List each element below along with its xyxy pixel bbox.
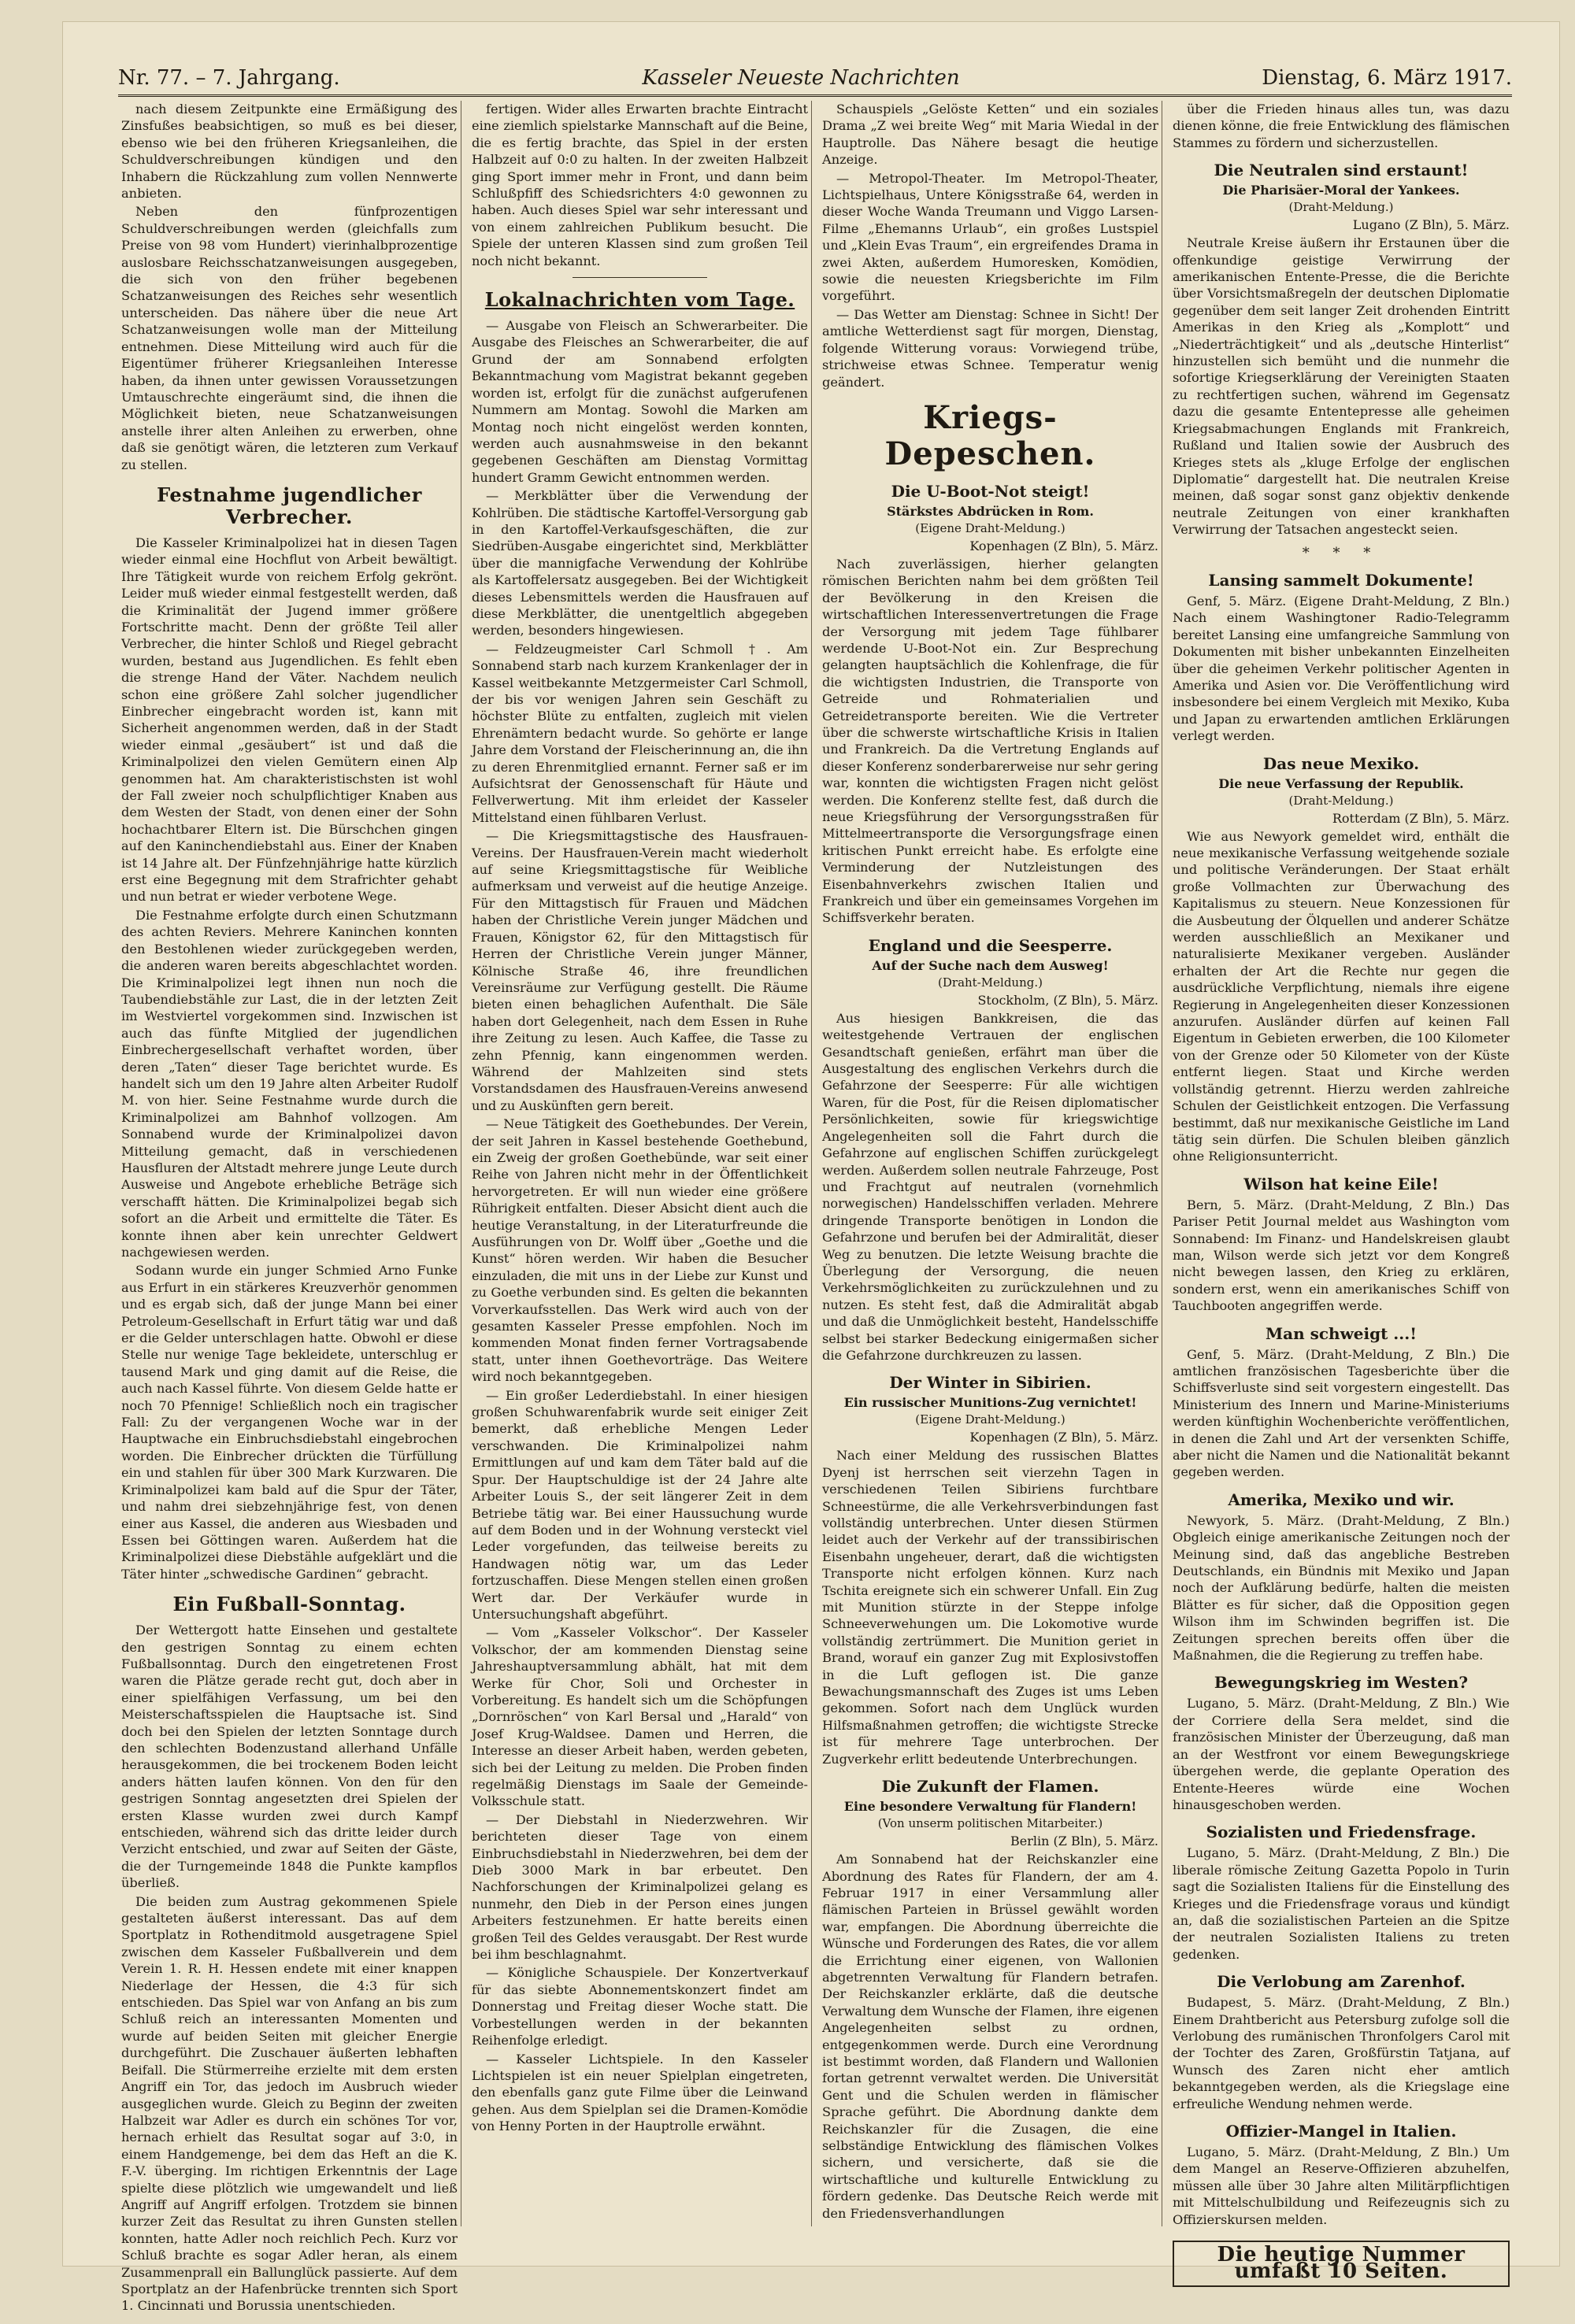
- article-paragraph: — Metropol-Theater. Im Metropol-Theater, Lichtspielhaus, Untere Königsstraße 64, werden in dieser Woche Wanda Treumann und Viggo Larsen-Filme „Ehemanns Urlaub“, ein großes Lustspiel und „Klein Evas Traum“, ein ergreifendes Drama in zwei Akten, außerdem Humoresken, Komödien, sowie die neuesten Kriegsberichte im Film vorgeführt.: [822, 170, 1158, 304]
- article-paragraph: Die Festnahme erfolgte durch einen Schutzmann des achten Reviers. Mehrere Kaninchen konnten den Bestohlenen wieder zurückgegeben werden, die anderen waren bereits abgeschlachtet worden. Die Kriminalpolizei legt ihnen nun noch die Taubendiebstähle zur Last, die in der letzten Zeit im Westviertel vorgekommen sind. Inzwischen ist auch das fünfte Mitglied der jugendlichen Einbrechergesellschaft verhaftet worden, über deren „Taten“ dieser Tage berichtet wurde. Es handelt sich um den 19 Jahre alten Arbeiter Rudolf M. von hier. Seine Festnahme wurde durch die Kriminalpolizei am Bahnhof vollzogen. Am Sonnabend wurde der Kriminalpolizei davon Mitteilung gemacht, daß in verschiedenen Hausfluren der Altstadt mehrere junge Leute durch Ausweise und Angebote erhebliche Beträge sich verschafft hätten. Die Kriminalpolizei begab sich sofort an die Arbeit und ermittelte die Täter. Es konnte ihnen aber kein unrechter Geldwert nachgewiesen werden.: [121, 907, 458, 1260]
- article-paragraph: Die Kasseler Kriminalpolizei hat in diesen Tagen wieder einmal eine Hochflut von Arbeit bewältigt. Ihre Tätigkeit wurde von reichem Erfolg gekrönt. Leider muß wieder einmal festgestellt werden, daß die Kriminalität der Jugend immer größere Fortschritte macht. Denn der größte Teil aller Verbrecher, die hinter Schloß und Riegel gebracht wurden, bestand aus Jugendlichen. Es fehlt eben die strenge Hand der Väter. Nachdem neulich schon eine größere Zahl solcher jugendlicher Einbrecher eingebracht worden ist, kann mit Sicherheit angenommen werden, daß in der Stadt wieder einmal „gesäubert“ ist und daß die Kriminalpolizei den vielen Gemütern einen Alp genommen hat. Am charakteristischsten ist wohl der Fall zweier noch schulpflichtiger Knaben aus dem Westen der Stadt, von denen einer der Sohn hochachtbarer Eltern ist. Die Bürschchen gingen auf den Kaninchendiebstahl aus. Einer der Knaben ist 14 Jahre alt. Der Fünfzehnjährige hatte kürzlich erst eine Begegnung mit dem Strafrichter gehabt und nun betrat er wieder verbotene Wege.: [121, 535, 458, 905]
- columns: [118, 101, 1516, 2314]
- headline-seesperre: England und die Seesperre.: [868, 935, 1113, 955]
- newspaper-title: Kasseler Neueste Nachrichten: [642, 66, 960, 90]
- article-paragraph: Lugano, 5. März. (Draht-Meldung, Z Bln.) Wie der Corriere della Sera meldet, sind die französischen Minister der Überzeugung, daß man an der Westfront vor einem Bewegungskriege übergehen werde, die geplante Operation des Entente-Heeres würde eine Wochen hinausgeschoben werden.: [1173, 1696, 1510, 1812]
- article-paragraph: über die Frieden hinaus alles tun, was dazu dienen könne, die freie Entwicklung des flämischen Stammes zu fördern und sicherzustellen.: [1173, 102, 1510, 150]
- headline-amerika-mexiko: Amerika, Mexiko und wir.: [1228, 1490, 1455, 1509]
- column-2: [469, 101, 812, 2226]
- agency-note: (Von unserm politischen Mitarbeiter.): [877, 1816, 1103, 1831]
- article-paragraph: Newyork, 5. März. (Draht-Meldung, Z Bln.) Obgleich einige amerikanische Zeitungen noch der Meinung sind, daß das angebliche Bestreben Deutschlands, ein Bündnis mit Mexiko und Japan noch der Aufklärung bedürfe, halten die meisten Blätter es für sicher, daß die Opposition gegen Wilson ihm im Schwinden begriffen ist. Die Zeitungen sprechen bereits offen über die Maßnahmen, die die Regierung zu treffen habe.: [1173, 1512, 1510, 1663]
- headline-festnahme: Festnahme jugendlicher Verbrecher.: [157, 483, 422, 528]
- subheadline: Ein russischer Munitions-Zug vernichtet!: [843, 1395, 1137, 1411]
- article-paragraph: fertigen. Wider alles Erwarten brachte Eintracht eine ziemlich spielstarke Mannschaft auf die Beine, die es fertig brachte, das Spiel in der ersten Halbzeit auf 0:0 zu halten. In der zweiten Halbzeit ging Sport immer mehr in Front, und dann beim Schlußpfiff des Schiedsrichters 4:0 gewonnen zu haben. Auch dieses Spiel war sehr interessant und von einem zahlreichen Publikum besucht. Die Spiele der unteren Klassen sind zum großen Teil noch nicht bekannt.: [472, 102, 808, 268]
- headline-neue-mexiko: Das neue Mexiko.: [1262, 753, 1420, 773]
- column-3: [819, 101, 1162, 2226]
- article-paragraph: — Das Wetter am Dienstag: Schnee in Sicht! Der amtliche Wetterdienst sagt für morgen, Dienstag, folgende Witterung voraus: Vorwiegend trübe, strichweise etwas Schnee. Temperatur wenig geändert.: [822, 306, 1158, 390]
- subheadline: Die Pharisäer-Moral der Yankees.: [1222, 183, 1460, 198]
- headline-offizier-mangel: Offizier-Mangel in Italien.: [1225, 2122, 1457, 2141]
- headline-sozialisten: Sozialisten und Friedensfrage.: [1206, 1823, 1477, 1842]
- subheadline: Auf der Suche nach dem Ausweg!: [872, 957, 1109, 973]
- dateline: Rotterdam (Z Bln), 5. März.: [1332, 810, 1510, 826]
- article-paragraph: — Königliche Schauspiele. Der Konzertverkauf für das siebte Abonnementskonzert findet am Donnerstag und Freitag dieser Woche statt. Die Vorbestellungen werden in der bekannten Reihenfolge erledigt.: [472, 1965, 808, 2048]
- article-paragraph: Der Wettergott hatte Einsehen und gestaltete den gestrigen Sonntag zu einem echten Fußballsonntag. Durch den eingetretenen Frost waren die Plätze gerade recht gut, doch aber in einer spielfähigen Verfassung, um bei den Meisterschaftsspielen die Hauptsache ist. Sind doch bei den Spielen der letzten Sonntage durch den schlechten Bodenzustand allerhand Unfälle herausgekommen, die bei trockenem Boden leicht anders hätten laufen können. Von den für den gestrigen Sonntag angesetzten drei Spielen der ersten Klasse wurden zwei durch Kampf entschieden, während sich das dritte leider durch Verzicht entschied, und zwar auf Seiten der Gäste, die der Turngemeinde 1848 die Punkte kampflos überließ.: [121, 1623, 458, 1891]
- article-paragraph: nach diesem Zeitpunkte eine Ermäßigung des Zinsfußes beabsichtigen, so muß es bei dieser, ebenso wie bei den früheren Kriegsanleihen, die Schuldverschreibungen kündigen und den Inhabern die Rückzahlung zum vollen Nennwerte anbieten.: [121, 102, 458, 202]
- headline-lokalnachrichten: Lokalnachrichten vom Tage.: [484, 288, 795, 312]
- article-paragraph: Lugano, 5. März. (Draht-Meldung, Z Bln.) Die liberale römische Zeitung Gazetta Popolo in Turin sagt die Sozialisten Italiens für die Einstellung des Krieges und die Friedensfrage voraus und kündigt an, daß die sozialistischen Parteien an die Spitze der neutralen Sozialisten Italiens zu treten gedenken.: [1173, 1845, 1510, 1962]
- agency-note: (Draht-Meldung.): [1288, 793, 1394, 808]
- dateline: Stockholm, (Z Bln), 5. März.: [977, 992, 1158, 1008]
- section-title-kriegs-depeschen: Kriegs-Depeschen.: [884, 398, 1096, 472]
- article-paragraph: Genf, 5. März. (Eigene Draht-Meldung, Z Bln.) Nach einem Washingtoner Radio-Telegramm bereitet Lansing eine umfangreiche Sammlung von Dokumenten mit bisher unbekannten Einzelheiten über die geheimen Verkehr politischer Agenten in Amerika und Asien vor. Die Veröffentlichung wird insbesondere bei einem Vergleich mit Mexiko, Kuba und Japan zu erwartenden amtlichen Erklärungen verlegt werden.: [1173, 593, 1510, 744]
- subheadline: Stärkstes Abdrücken in Rom.: [887, 503, 1094, 519]
- article-paragraph: — Der Diebstahl in Niederzwehren. Wir berichteten dieser Tage von einem Einbruchsdiebstahl in Niederzwehren, bei dem der Dieb 3000 Mark in bar erbeutet. Den Nachforschungen der Kriminalpolizei gelang es nunmehr, den Dieb in der Person eines jungen Arbeiters festzunehmen. Er hatte bereits einen großen Teil des Geldes verausgabt. Der Rest wurde bei ihm beschlagnahmt.: [472, 1811, 808, 1963]
- dateline: Kopenhagen (Z Bln), 5. März.: [969, 1430, 1158, 1445]
- agency-note: (Draht-Meldung.): [1288, 200, 1394, 215]
- article-paragraph: — Ausgabe von Fleisch an Schwerarbeiter. Die Ausgabe des Fleisches an Schwerarbeiter, die auf Grund der am Sonnabend erfolgten Bekanntmachung vom Magistrat bekannt gegeben worden ist, erfolgt für die zunächst aufgerufenen Nummern am Montag. Sowohl die Marken am Montag noch nicht eingelöst werden konnten, werden auch ausnahmsweise in den bekannt gegebenen Geschäften am Dienstag Vormittag hundert Gramm Gewicht entnommen werden.: [472, 318, 808, 485]
- article-paragraph: — Kasseler Lichtspiele. In den Kasseler Lichtspielen ist ein neuer Spielplan eingetreten, den ebenfalls ganz gute Filme über die Leinwand gehen. Aus dem Spielplan sei die Dramen-Komödie von Henny Porten in der Hauptrolle erwähnt.: [472, 2051, 808, 2134]
- article-paragraph: Schauspiels „Gelöste Ketten“ und ein soziales Drama „Z wei breite Weg“ mit Maria Wiedal in der Hauptrolle. Das Nähere besagt die heutige Anzeige.: [822, 102, 1158, 168]
- headline-lansing: Lansing sammelt Dokumente!: [1208, 570, 1474, 590]
- headline-verlobung-zarenhof: Die Verlobung am Zarenhof.: [1217, 1972, 1466, 1992]
- article-paragraph: Neben den fünfprozentigen Schuldverschreibungen werden (gleichfalls zum Preise von 98 vom Hundert) vierinhalbprozentige auslosbare Reichsschatzanweisungen ausgegeben, die sich von den früher begebenen Schatzanweisungen des Reiches sehr wesentlich unterscheiden. Das nähere über die neue Art Schatzanweisungen wolle man der Mitteilung entnehmen. Diese Mitteilung wird auch für die Eigentümer früherer Kriegsanleihen Interesse haben, da ihnen unter gewissen Voraussetzungen Umtauschrechte eingeräumt sind, die ihnen die Möglichkeit bieten, neue Schatzanweisungen anstelle ihrer alten Anleihen zu erwerben, ohne daß sie genötigt wären, die letzteren zum Verkauf zu stellen.: [121, 204, 458, 472]
- headline-bewegungskrieg: Bewegungskrieg im Westen?: [1214, 1673, 1469, 1693]
- headline-winter-sibirien: Der Winter in Sibirien.: [889, 1373, 1091, 1393]
- column-1: [118, 101, 461, 2314]
- headline-neutralen-erstaunt: Die Neutralen sind erstaunt!: [1214, 161, 1469, 180]
- article-paragraph: Genf, 5. März. (Draht-Meldung, Z Bln.) Die amtlichen französischen Tagesberichte über die Schiffsverluste sind seit vorgestern eingestellt. Das Ministerium des Innern und Marine-Ministeriums werden künftighin Wochenberichte veröffentlichen, in denen die Zahl und Art der versenkten Schiffe, aber nicht die Namen und die Nationalität bekannt gegeben werden.: [1173, 1346, 1510, 1480]
- article-paragraph: — Neue Tätigkeit des Goethebundes. Der Verein, der seit Jahren in Kassel bestehende Goethebund, ein Zweig der großen Goethebünde, war seit einer Reihe von Jahren nicht mehr in der Öffentlichkeit hervorgetreten. Er will nun wieder eine größere Rührigkeit entfalten. Dieser Absicht dient auch die heutige Veranstaltung, in der Literaturfreunde die Ausführungen von Dr. Wolff über „Goethe und die Kunst“ hören werden. Wir haben die Besucher einzuladen, die mit uns in der Liebe zur Kunst und zu Goethe verbunden sind. Es gelten die bekannten Vorverkaufsstellen. Das Werk wird auch von der gesamten Kasseler Presse empfohlen. Noch im kommenden Monat finden ferner Vortragsabende statt, unter ihnen Goethevorträge. Das Weitere wird noch bekanntgegeben.: [472, 1116, 808, 1385]
- star-divider: * * *: [1302, 544, 1380, 561]
- article-paragraph: Neutrale Kreise äußern ihr Erstaunen über die offenkundige geistige Verwirrung der amerikanischen Entente-Presse, die die Berichte über Vorsichtsmaßregeln der deutschen Diplomatie gegenüber dem seit langer Zeit drohenden Eintritt Amerikas in den Krieg als „Komplott“ und „Niederträchtigkeit“ und als „deutsche Hinterlist“ hinzustellen sich bemüht und die nunmehr die sofortige Kriegserklärung der Vereinigten Staaten zu rechtfertigen suchen, während im Gegensatz dazu die gesamte Ententepresse alle geheimen Kriegsabmachungen Englands mit Frankreich, Rußland und Italien sowie der Ausbruch des Krieges stets als „kluge Erfolge der englischen Diplomatie“ dargestellt hat. Die neutralen Kreise meinen, daß sogar sonst ganz objektiv denkende neutrale Zeitungen von einer krankhaften Verwirrung der Tatsachen angesteckt seien.: [1173, 235, 1510, 538]
- column-4: [1169, 101, 1513, 2284]
- headline-wilson: Wilson hat keine Eile!: [1243, 1174, 1439, 1193]
- masthead: [118, 46, 1512, 97]
- headline-zukunft-flamen: Die Zukunft der Flamen.: [881, 1777, 1099, 1797]
- dateline: Lugano (Z Bln), 5. März.: [1352, 217, 1510, 233]
- article-paragraph: Am Sonnabend hat der Reichskanzler eine Abordnung des Rates für Flandern, der am 4. Februar 1917 in einer Versammlung aller flämischen Parteien in Brüssel gewählt worden war, empfangen. Die Abordnung überreichte die Wünsche und Forderungen des Rates, die vor allem die Errichtung einer eigenen, von Wallonien abgetrennten Verwaltung für Flandern betrafen. Der Reichskanzler erklärte, daß die deutsche Verwaltung dem Wunsche der Flamen, ihre eigenen Angelegenheiten selbst zu ordnen, entgegenkommen werde. Durch eine Verordnung ist bestimmt worden, daß Flandern und Wallonien fortan getrennt verwaltet werden. Die Universität Gent und die Schulen werden in flämischer Sprache geführt. Die Abordnung dankte dem Reichskanzler für die Zusagen, die eine selbständige Entwicklung des flämischen Volkes sichern, und versicherte, daß sie die wirtschaftliche und kulturelle Entwicklung zu fördern gedenke. Das Deutsche Reich werde mit den Friedensverhandlungen: [822, 1852, 1158, 2221]
- agency-note: (Draht-Meldung.): [938, 975, 1043, 990]
- divider-rule: [573, 277, 707, 278]
- article-paragraph: Nach zuverlässigen, hierher gelangten römischen Berichten nahm bei dem größten Teil der Bevölkerung in den Kreisen die wirtschaftlichen Interessenvertretungen die Frage der Versorgung mit jedem Tage fühlbarer werdende U-Boot-Not ein. Zur Besprechung gelangten hauptsächlich die Kohlenfrage, die für die wichtigsten Industrien, die Transporte von Getreide und Rohmaterialien und Getreidetransporte bereiten. Wie die Vertreter über die schwerste wirtschaftliche Krisis in Italien und Frankreich. Da die Vertretung Englands auf dieser Konferenz sonderbarerweise nur sehr gering war, konnten die wichtigsten Fragen nicht gelöst werden. Die Konferenz stellte fest, daß durch die neue Kriegsführung der Versorgungsstraßen für Mittelmeertransporte die Versorgungsfrage einen kritischen Punkt erreicht habe. Es erfolgte eine Verminderung der Nutzleistungen des Eisenbahnverkehrs zwischen Italien und Frankreich und über ein gemeinsames Vorgehen im Schiffsverkehr beraten.: [822, 556, 1158, 926]
- article-paragraph: Sodann wurde ein junger Schmied Arno Funke aus Erfurt in ein stärkeres Kreuzverhör genommen und es ergab sich, daß der junge Mann bei einer Petroleum-Gesellschaft in Erfurt tätig war und daß er die Gelder unterschlagen hatte. Obwohl er diese Stelle nur wenige Tage bekleidete, unterschlug er tausend Mark und ging damit auf die Reise, die auch nach Kassel führte. Von diesem Gelde hatte er noch 70 Pfennige! Schließlich noch ein tragischer Fall: Zu der vergangenen Woche war in der Hauptwache ein Einbruchsdiebstahl eingebrochen worden. Die Einbrecher drückten die Türfüllung ein und stahlen für über 300 Mark Kurzwaren. Die Kriminalpolizei kam bald auf die Spur der Täter, und nahm drei siebzehnjährige fest, von denen einer aus Kassel, die anderen aus Wiesbaden und Essen bei Göttingen waren. Außerdem hat die Kriminalpolizei diese Diebstähle aufgeklärt und die Täter hinter „schwedische Gardinen“ gebracht.: [121, 1263, 458, 1582]
- subheadline: Eine besondere Verwaltung für Flandern!: [843, 1799, 1137, 1815]
- headline-man-schweigt: Man schweigt ...!: [1266, 1323, 1417, 1343]
- article-paragraph: Die beiden zum Austrag gekommenen Spiele gestalteten äußerst interessant. Das auf dem Sportplatz in Rothenditmold ausgetragene Spiel zwischen dem Kasseler Fußballverein und dem Verein 1. R. H. Hessen endete mit einer knappen Niederlage der Hessen, die 4:3 für sich entschieden. Das Spiel war von Anfang an bis zum Schluß reich an interessanten Momenten und wurde auf beiden Seiten mit gleicher Energie durchgeführt. Die Zuschauer äußerten lebhaften Beifall. Die Stürmerreihe erzielte mit dem ersten Angriff ein Tor, das jedoch im Ausbruch wieder ausgeglichen wurde. Gleich zu Beginn der zweiten Halbzeit war Adler es durch ein schönes Tor vor, hernach erhielt das Resultat sogar auf 3:0, in einem Handgemenge, bei dem das Heft an die K. F.-V. überging. Im richtigen Erkenntnis der Lage spielte diese plötzlich wie umgewandelt und ließ Angriff auf Angriff erfolgen. Trotzdem sie binnen kurzer Zeit das Resultat zu ihren Gunsten stellen konnten, hatte Adler noch reichlich Pech. Kurz vor Schluß brachte es sogar Adler heran, als einem Zusammenprall ein Ballunglück passierte. Auf dem Sportplatz an der Hafenbrücke trennten sich Sport 1. Cincinnati und Borussia unentschieden.: [121, 1893, 458, 2314]
- article-paragraph: — Vom „Kasseler Volkschor“. Der Kasseler Volkschor, der am kommenden Dienstag seine Jahreshauptversammlung abhält, hat mit dem Werke für Chor, Soli und Orchester in Vorbereitung. Es handelt sich um die Schöpfungen „Dornröschen“ von Karl Bersal und „Harald“ von Josef Krug-Waldsee. Damen und Herren, die Interesse an dieser Arbeit haben, werden gebeten, sich bei der Leitung zu melden. Die Proben finden regelmäßig Dienstags im Saale der Gemeinde-Volksschule statt.: [472, 1625, 808, 1809]
- dateline: Berlin (Z Bln), 5. März.: [1010, 1834, 1158, 1849]
- issue-number: Nr. 77. – 7. Jahrgang.: [118, 66, 340, 90]
- article-paragraph: Lugano, 5. März. (Draht-Meldung, Z Bln.) Um dem Mangel an Reserve-Offizieren abzuhelfen, müssen alle über 30 Jahre alten Militärpflichtigen mit Mittelschulbildung und Reifezeugnis sich zu Offizierskursen melden.: [1173, 2145, 1510, 2227]
- article-paragraph: Budapest, 5. März. (Draht-Meldung, Z Bln.) Einem Drahtbericht aus Petersburg zufolge soll die Verlobung des rumänischen Thronfolgers Carol mit der Tochter des Zaren, Großfürstin Tatjana, auf Wunsch des Zaren nicht eher amtlich bekanntgegeben werden, als die Kriegslage eine erfreuliche Wendung nehmen werde.: [1173, 1995, 1510, 2111]
- article-paragraph: — Ein großer Lederdiebstahl. In einer hiesigen großen Schuhwarenfabrik wurde seit einiger Zeit bemerkt, daß erhebliche Mengen Leder verschwanden. Die Kriminalpolizei nahm Ermittlungen auf und kam dem Täter bald auf die Spur. Der Hauptschuldige ist der 24 Jahre alte Arbeiter Louis S., der seit längerer Zeit in dem Betriebe tätig war. Bei einer Haussuchung wurde auf dem Boden und in der Wohnung versteckt viel Leder vorgefunden, das teilweise bereits zu Handwagen nötig war, um das Leder fortzuschaffen. Diese Mengen stellen einen großen Wert dar. Der Verkäufer wurde in Untersuchungshaft abgeführt.: [472, 1387, 808, 1622]
- issue-date: Dienstag, 6. März 1917.: [1262, 66, 1512, 90]
- agency-note: (Eigene Draht-Meldung.): [915, 520, 1065, 535]
- subheadline: Die neue Verfassung der Republik.: [1218, 775, 1464, 791]
- article-paragraph: Aus hiesigen Bankkreisen, die das weitestgehende Vertrauen der englischen Gesandtschaft genießen, erfährt man über die Ausgestaltung des englischen Verkehrs durch die Gefahrzone der Seesperre: Für alle wichtigen Waren, für die Post, für die Reisen diplomatischer Persönlichkeiten, sowie für kriegswichtige Angelegenheiten soll die Fahrt durch die Gefahrzone auf englischen Schiffen zurückgelegt werden. Außerdem sollen neutrale Fahrzeuge, Post und Frachtgut auf neutralen (vornehmlich norwegischen) Handelsschiffen verladen. Mehrere dringende Transporte benötigen in London die Gefahrzone und berufen bei der Admiralität, dieser Weg zu benutzen. Die letzte Weisung brachte die Überlegung der Versorgung, die neuen Verkehrsmöglichkeiten zu zurückzulehnen und zu nutzen. Es steht fest, daß die Admiralität abgab und daß die Unmöglichkeit besteht, Handelsschiffe selbst bei starker Bedeckung einigermaßen sicher die Gefahrzone durchkreuzen zu lassen.: [822, 1010, 1158, 1363]
- article-paragraph: Wie aus Newyork gemeldet wird, enthält die neue mexikanische Verfassung weitgehende soziale und politische Veränderungen. Der Staat erhält große Vollmachten zur Überwachung des Kapitalismus zu steuern. Neue Konzessionen für die Ausbeutung der Ölquellen und anderer Schätze werden ausschließlich an Mexikaner und naturalisierte Mexikaner vergeben. Ausländer erhalten der Art die Rechte nur gegen die ausdrückliche Verpflichtung, niemals ihre eigene Regierung in Angelegenheiten dieser Konzessionen anzurufen. Ausländer dürfen auf keinen Fall Eigentum in Gebieten erwerben, die 100 Kilometer von der Grenze oder 50 Kilometer von der Küste entfernt liegen. Staat und Kirche werden vollständig getrennt. Hierzu werden zahlreiche Schulen der Geistlichkeit entzogen. Die Verfassung bestimmt, daß nur mexikanische Geistliche im Land tätig sein dürfen. Die Schulen bleiben gänzlich ohne Religionsunterricht.: [1173, 828, 1510, 1164]
- headline-fussball: Ein Fußball-Sonntag.: [172, 1593, 406, 1616]
- newspaper-page: [63, 22, 1559, 2314]
- article-paragraph: Bern, 5. März. (Draht-Meldung, Z Bln.) Das Pariser Petit Journal meldet aus Washington vom Sonnabend: Im Finanz- und Handelskreisen glaubt man, Wilson werde sich jetzt vor dem Kongreß nicht bewegen lassen, den Krieg zu erklären, sondern erst, wenn ein amerikanisches Schiff von Tauchbooten angegriffen werde.: [1173, 1197, 1510, 1314]
- article-paragraph: — Die Kriegsmittagstische des Hausfrauen-Vereins. Der Hausfrauen-Verein macht wiederholt auf seine Kriegsmittagstische für Weibliche aufmerksam und verweist auf die heutige Anzeige. Für den Mittagstisch für Frauen und Mädchen haben der Christliche Verein junger Mädchen und Frauen, Königstor 62, für den Mittagstisch für Herren der Christliche Verein junger Männer, Kölnische Straße 46, ihre freundlichen Vereinsräume zur Verfügung gestellt. Die Räume bieten einen behaglichen Aufenthalt. Die Säle haben dort Gelegenheit, nach dem Essen in Ruhe ihre Zeitung zu lesen. Auch Kaffee, die Tasse zu zehn Pfennig, kann eingenommen werden. Während der Mahlzeiten sind stets Vorstandsdamen des Hausfrauen-Vereins anwesend und zu Auskünften gern bereit.: [472, 828, 808, 1113]
- dateline: Kopenhagen (Z Bln), 5. März.: [969, 538, 1158, 553]
- article-paragraph: — Feldzeugmeister Carl Schmoll †. Am Sonnabend starb nach kurzem Krankenlager der in Kassel weitbekannte Metzgermeister Carl Schmoll, der bis vor wenigen Jahren sein Geschäft zu höchster Blüte zu entfalten, zugleich mit vielen Ehrenämtern bedacht wurde. So gehörte er lange Jahre dem Vorstand der Fleischerinnung an, die ihn zu deren Ehrenmitglied ernannt. Ferner saß er im Aufsichtsrat der Genossenschaft für Häute und Fellverwertung. Mit ihm erleidet der Kasseler Mittelstand einen fühlbaren Verlust.: [472, 641, 808, 825]
- article-paragraph: Nach einer Meldung des russischen Blattes Dyenj ist herrschen seit vierzehn Tagen in verschiedenen Teilen Sibiriens furchtbare Schneestürme, die alle Verkehrsverbindungen fast vollständig unterbrechen. Unter diesen Stürmen leidet auch der Verkehr auf der transsibirischen Eisenbahn ungeheuer, derart, daß die wichtigsten Transporte nicht erfolgen können. Kurz nach Tschita ereignete sich ein schwerer Unfall. Ein Zug mit Munition stürzte in der Steppe infolge Schneeverwehungen um. Die Lokomotive wurde vollständig zertrümmert. Die Munition geriet in Brand, worauf ein ganzer Zug mit Explosivstoffen in die Luft geflogen ist. Die ganze Bewachungsmannschaft des Zuges ist ums Leben gekommen. Sofort nach dem Unglück wurden Hilfsmaßnahmen getroffen; die wichtigste Strecke ist für mehrere Tage unterbrochen. Der Zugverkehr erlitt bedeutende Unterbrechungen.: [822, 1448, 1158, 1767]
- article-paragraph: — Merkblätter über die Verwendung der Kohlrüben. Die städtische Kartoffel-Versorgung gab in den Kartoffel-Verkaufsgeschäften, die zur Siedrüben-Ausgabe eingerichtet sind, Merkblätter über die mannigfache Verwendung der Kohlrübe als Kartoffelersatz ausgegeben. Bei der Wichtigkeit dieses Lebensmittels werden die Hausfrauen auf diese Merkblätter, die unentgeltlich abgegeben werden, besonders hingewiesen.: [472, 488, 808, 638]
- agency-note: (Eigene Draht-Meldung.): [915, 1412, 1065, 1427]
- page-count-banner: Die heutige Nummer umfaßt 10 Seiten.: [1173, 2241, 1510, 2287]
- headline-u-boot-not: Die U-Boot-Not steigt!: [891, 481, 1090, 501]
